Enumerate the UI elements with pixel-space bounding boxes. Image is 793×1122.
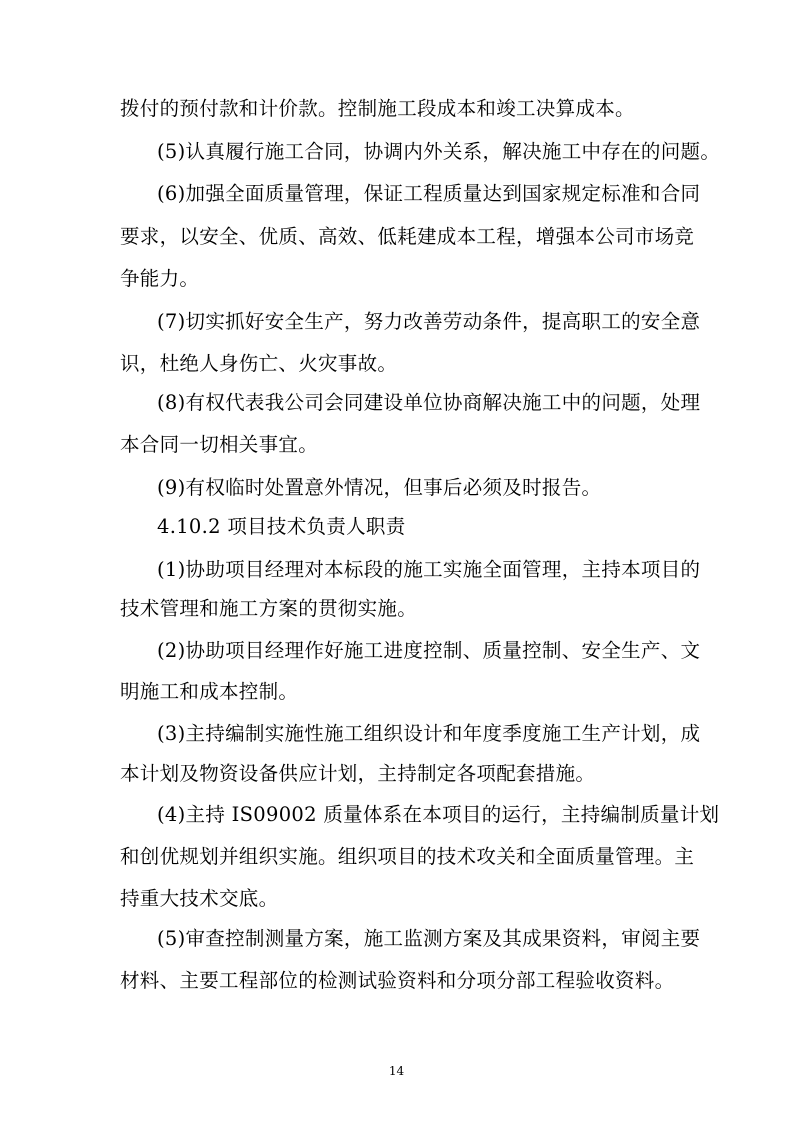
text-line: 拨付的预付款和计价款。控制施工段成本和竣工决算成本。 [120, 97, 635, 120]
text-line: (1)协助项目经理对本标段的施工实施全面管理，主持本项目的 [157, 558, 701, 581]
text-line: 材料、主要工程部位的检测试验资料和分项分部工程验收资料。 [120, 969, 675, 992]
text-line: (4)主持 IS09002 质量体系在本项目的运行，主持编制质量计划 [157, 803, 720, 826]
text-line: (6)加强全面质量管理，保证工程质量达到国家规定标准和合同 [157, 182, 701, 205]
text-line: (9)有权临时处置意外情况，但事后必须及时报告。 [157, 476, 602, 499]
text-line: (8)有权代表我公司会同建设单位协商解决施工中的问题，处理 [157, 391, 701, 414]
text-line: 本计划及物资设备供应计划，主持制定各项配套措施。 [120, 762, 596, 785]
text-line: 明施工和成本控制。 [120, 680, 299, 703]
page-number: 14 [388, 1064, 405, 1078]
text-line: (5)审查控制测量方案，施工监测方案及其成果资料，审阅主要 [157, 927, 701, 950]
text-line: 要求，以安全、优质、高效、低耗建成本工程，增强本公司市场竞 [120, 225, 695, 248]
text-line: 识，杜绝人身伤亡、火灾事故。 [120, 352, 398, 375]
text-line: 持重大技术交底。 [120, 887, 279, 910]
text-line: 本合同一切相关事宜。 [120, 433, 319, 456]
text-line: (5)认真履行施工合同，协调内外关系，解决施工中存在的问题。 [157, 140, 721, 163]
text-line: 争能力。 [120, 267, 200, 290]
text-line: (7)切实抓好安全生产，努力改善劳动条件，提高职工的安全意 [157, 310, 701, 333]
section-heading: 4.10.2 项目技术负责人职责 [157, 515, 406, 538]
text-line: (2)协助项目经理作好施工进度控制、质量控制、安全生产、文 [157, 639, 701, 662]
text-line: 和创优规划并组织实施。组织项目的技术攻关和全面质量管理。主 [120, 845, 695, 868]
text-line: 技术管理和施工方案的贯彻实施。 [120, 597, 418, 620]
text-line: (3)主持编制实施性施工组织设计和年度季度施工生产计划，成 [157, 722, 701, 745]
